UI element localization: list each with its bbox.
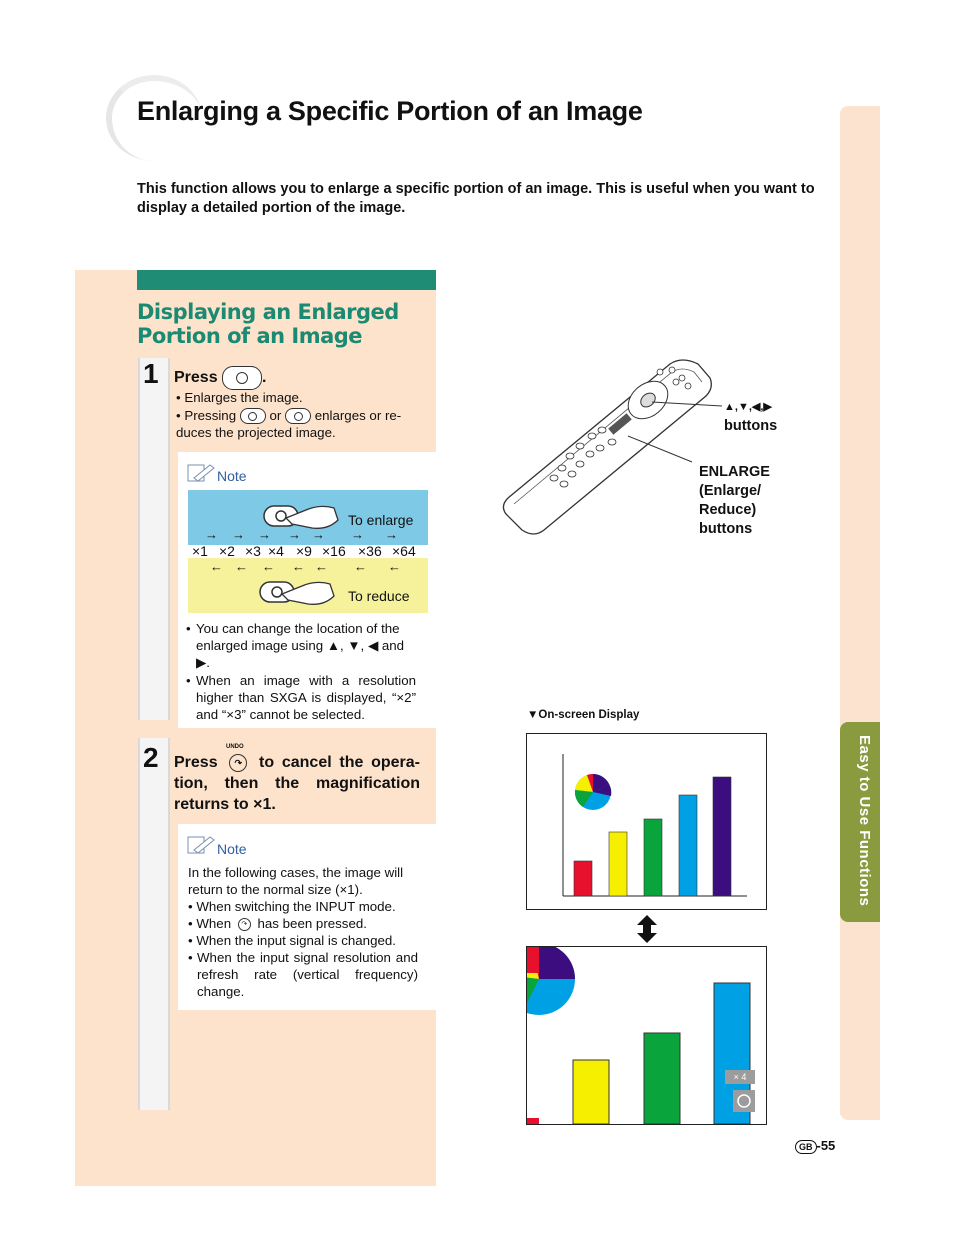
step2-note-b1: • When switching the INPUT mode.	[188, 899, 396, 914]
side-tab-label: Easy to Use Functions	[856, 735, 873, 907]
step1-period: .	[262, 369, 267, 387]
undo-button-icon: ↷	[229, 754, 247, 772]
mag-level: ×2	[219, 543, 235, 559]
step2-note-label: Note	[217, 841, 247, 857]
step1-note-label: Note	[217, 468, 247, 484]
step1-bullets	[176, 389, 426, 441]
swap-arrows-icon	[636, 915, 658, 948]
step2-note-intro: In the following cases, the image will return to the normal size (×1).	[188, 865, 404, 897]
zoom-indicator-icon	[733, 1090, 755, 1112]
enlarge-callout-line: (Enlarge/	[699, 483, 762, 499]
arrow-buttons-callout	[724, 398, 777, 436]
step2-note-b2: • When ↷ has been pressed.	[188, 916, 367, 931]
enlarge-buttons-callout	[699, 463, 770, 539]
to-reduce-label: To reduce	[348, 588, 410, 604]
note-pencil-icon	[186, 462, 216, 489]
enlarge-callout-line: Reduce)	[699, 502, 757, 518]
zoom-level-badge: × 4	[725, 1070, 755, 1084]
reduce-button-small-icon	[285, 408, 311, 424]
note-pencil-icon	[186, 834, 216, 861]
step2-strip	[138, 738, 170, 1110]
step2-press-text: Press	[174, 754, 218, 771]
step1-bullet2: • Pressing or enlarges or re-duces the projected image.	[176, 408, 402, 441]
step2-note-b3: • When the input signal is changed.	[188, 933, 396, 948]
osd-normal-screen	[526, 733, 767, 910]
mag-level: ×64	[392, 543, 416, 559]
enlarge-callout-line: buttons	[699, 521, 753, 537]
side-tab-background	[840, 106, 880, 1120]
mag-level: ×3	[245, 543, 261, 559]
to-enlarge-label: To enlarge	[348, 512, 414, 528]
step2-instruction	[174, 752, 420, 815]
mag-level: ×1	[192, 543, 208, 559]
step2-notes	[188, 864, 418, 1000]
step1-bullet1: • Enlarges the image.	[176, 390, 303, 405]
arrow-buttons-text: buttons	[724, 418, 778, 434]
step1-number: 1	[143, 358, 159, 389]
gb-badge: GB	[795, 1140, 817, 1154]
enlarge-button-small-icon	[240, 408, 266, 424]
mag-level: ×4	[268, 543, 284, 559]
undo-small-icon: ↷	[238, 918, 251, 931]
step2-note-b4: • When the input signal resolution and refresh rate (vertical frequency) change.	[188, 950, 418, 999]
hand-pressing-reduce-icon	[258, 576, 338, 617]
step1-strip	[138, 358, 170, 720]
osd-enlarged-screen	[526, 946, 767, 1125]
mag-level: ×16	[322, 543, 346, 559]
step1-press-text: Press	[174, 369, 218, 387]
step1-notes	[186, 620, 416, 723]
page-title: Enlarging a Specific Portion of an Image	[137, 96, 643, 126]
section-title: Displaying an Enlarged Portion of an Image	[137, 300, 399, 348]
arrow-buttons-label: ▲,▼,◀,▶	[724, 401, 772, 413]
intro-text: This function allows you to enlarge a specific portion of an image. This is useful when you want to display a detailed portion of the image.	[137, 181, 815, 216]
enlarge-callout-title: ENLARGE	[699, 464, 770, 480]
step2-number: 2	[143, 742, 159, 773]
enlarge-button-icon	[222, 366, 262, 390]
step1-press-line	[174, 366, 267, 390]
step1-note1: • You can change the location of the enlarged image using ▲, ▼, ◀ and ▶.	[186, 621, 405, 670]
undo-label: UNDO	[226, 744, 244, 750]
osd-label: ▼On-screen Display	[527, 709, 640, 721]
step2-text: to cancel the opera-tion, then the magnification returns to ×1.	[174, 754, 420, 813]
step1-note2: • When an image with a resolution higher than SXGA is displayed, “×2” and “×3” cannot be selected.	[186, 673, 416, 722]
page-number: GB -55	[795, 1138, 835, 1154]
section-header-bar	[137, 270, 436, 290]
mag-level: ×36	[358, 543, 382, 559]
hand-pressing-enlarge-icon	[262, 500, 342, 541]
mag-level: ×9	[296, 543, 312, 559]
